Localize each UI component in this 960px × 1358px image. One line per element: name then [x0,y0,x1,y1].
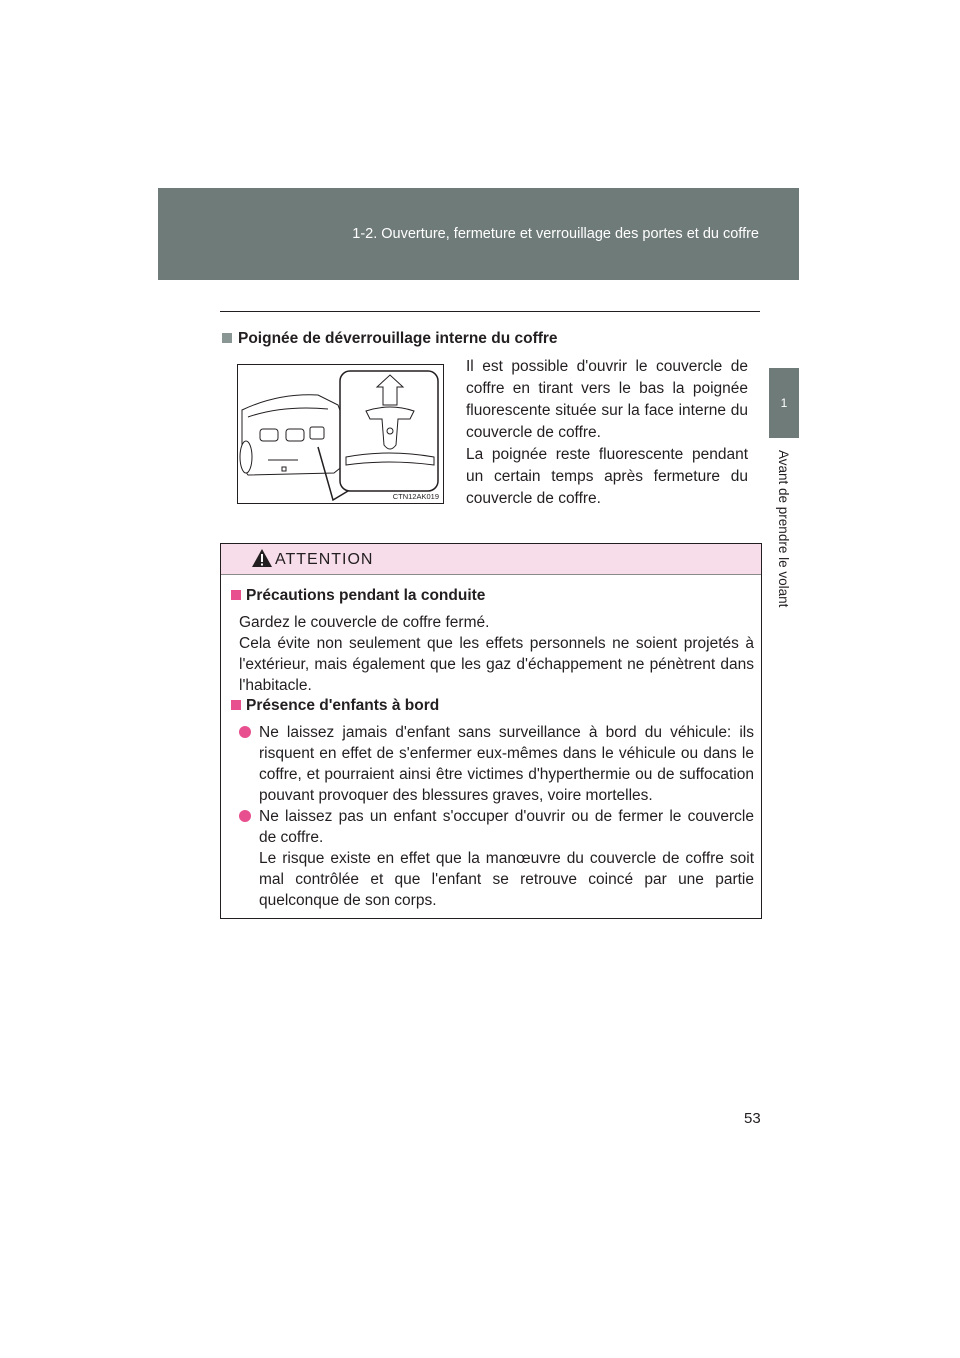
body-paragraph: Il est possible d'ouvrir le couvercle de coffre en tirant vers le bas la poignée fluorescente située sur la face interne du couvercle de coffre. [466,358,748,441]
attention-bullet-text: Ne laissez jamais d'enfant sans surveillance à bord du véhicule: ils risquent en effet de s'enfermer eux-mêmes dans le véhicule ou dans le coffre, et pourraient ainsi être victimes d'hyperthermie ou de suffocation pouvant provoquer des blessures graves, voire mortelles. [259,724,754,804]
warning-triangle-icon [251,548,273,568]
section-title: 1-2. Ouverture, fermeture et verrouillage des portes et du coffre [352,226,759,242]
attention-bullet-text: Ne laissez pas un enfant s'occuper d'ouvrir ou de fermer le couvercle de coffre. Le risque existe en effet que la manœuvre du couvercle de coffre soit mal contrôlée et que l'enfant se retrouve coincé par une partie quelconque de son corps. [259,808,754,909]
attention-item-heading [231,587,485,605]
attention-header [221,544,761,575]
attention-title: ATTENTION [275,551,374,568]
trunk-release-illustration [237,364,444,504]
attention-item-heading-text: Présence d'enfants à bord [246,697,440,714]
circle-bullet-icon [239,726,251,738]
chapter-label [776,450,796,630]
attention-paragraph: Gardez le couvercle de coffre fermé. Cela évite non seulement que les effets personnels ne soient projetés à l'extérieur, mais également que les gaz d'échappement ne pénètrent dans l'habitacle. [239,614,754,694]
figure-code: CTN12AK019 [392,492,439,501]
header-band [158,188,799,280]
circle-bullet-icon [239,810,251,822]
chapter-tab[interactable]: 1 [769,368,799,438]
attention-box [220,543,762,919]
square-bullet-icon [231,700,241,710]
square-bullet-icon [231,590,241,600]
body-paragraph: La poignée reste fluorescente pendant un certain temps après fermeture du couvercle de coffre. [466,446,748,507]
section-divider [220,311,760,312]
square-bullet-icon [222,333,232,343]
chapter-title: Avant de prendre le volant [776,450,791,608]
attention-bullet [239,722,754,806]
attention-bullet [239,806,754,911]
attention-item-heading [231,697,439,715]
attention-item-heading-text: Précautions pendant la conduite [246,587,486,604]
page-number: 53 [744,1110,761,1127]
section-heading [222,330,558,348]
car-trunk-icon [238,365,443,503]
section-heading-text: Poignée de déverrouillage interne du coffre [238,330,558,347]
